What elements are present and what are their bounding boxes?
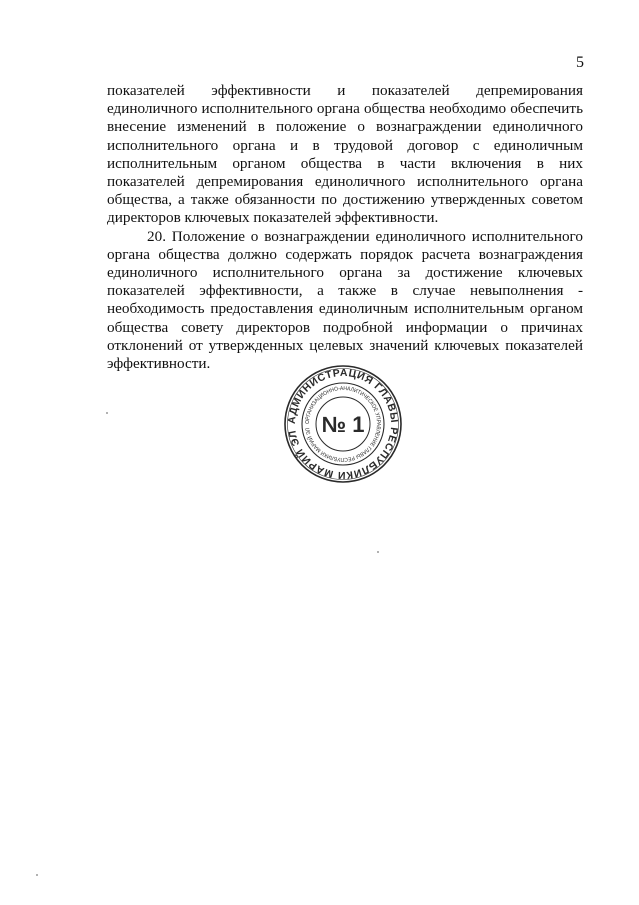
scan-speck (36, 874, 38, 876)
official-seal-stamp (282, 363, 404, 485)
paragraph-20: 20. Положение о вознаграждении единоличного исполнительного органа общества должно содержать порядок расчета вознаграждения единоличного исполнительного органа за достижение ключевых показателей эффективности, а также в случае невыполнения - необходимость предоставления единоличным исполнительным органом общества совету директоров подробной информации о причинах отклонений от утвержденных целевых значений ключевых показателей эффективности. (107, 227, 583, 373)
page-number: 5 (576, 54, 584, 71)
paragraph-continuation: показателей эффективности и показателей депремирования единоличного исполнительного органа общества необходимо обеспечить внесение изменений в положение о вознаграждении единоличного исполнительного органа и в трудовой договор с единоличным исполнительным органом общества в части включения в них показателей депремирования единоличного исполнительного органа общества, а также обязанности по достижению утвержденных советом директоров ключевых показателей эффективности. (107, 82, 583, 227)
seal-graphic (282, 363, 404, 485)
seal-inner-text: ОРГАНИЗАЦИОННО-АНАЛИТИЧЕСКОЕ УПРАВЛЕНИЕ ГЛАВЫ РЕСПУБЛИКИ МАРИЙ ЭЛ (304, 385, 382, 463)
scan-speck (106, 412, 108, 414)
seal-outer-text: АДМИНИСТРАЦИЯ ГЛАВЫ РЕСПУБЛИКИ МАРИЙ ЭЛ (286, 367, 400, 481)
body-text (107, 82, 583, 373)
seal-number: № 1 (321, 412, 365, 437)
scan-speck (377, 551, 379, 553)
